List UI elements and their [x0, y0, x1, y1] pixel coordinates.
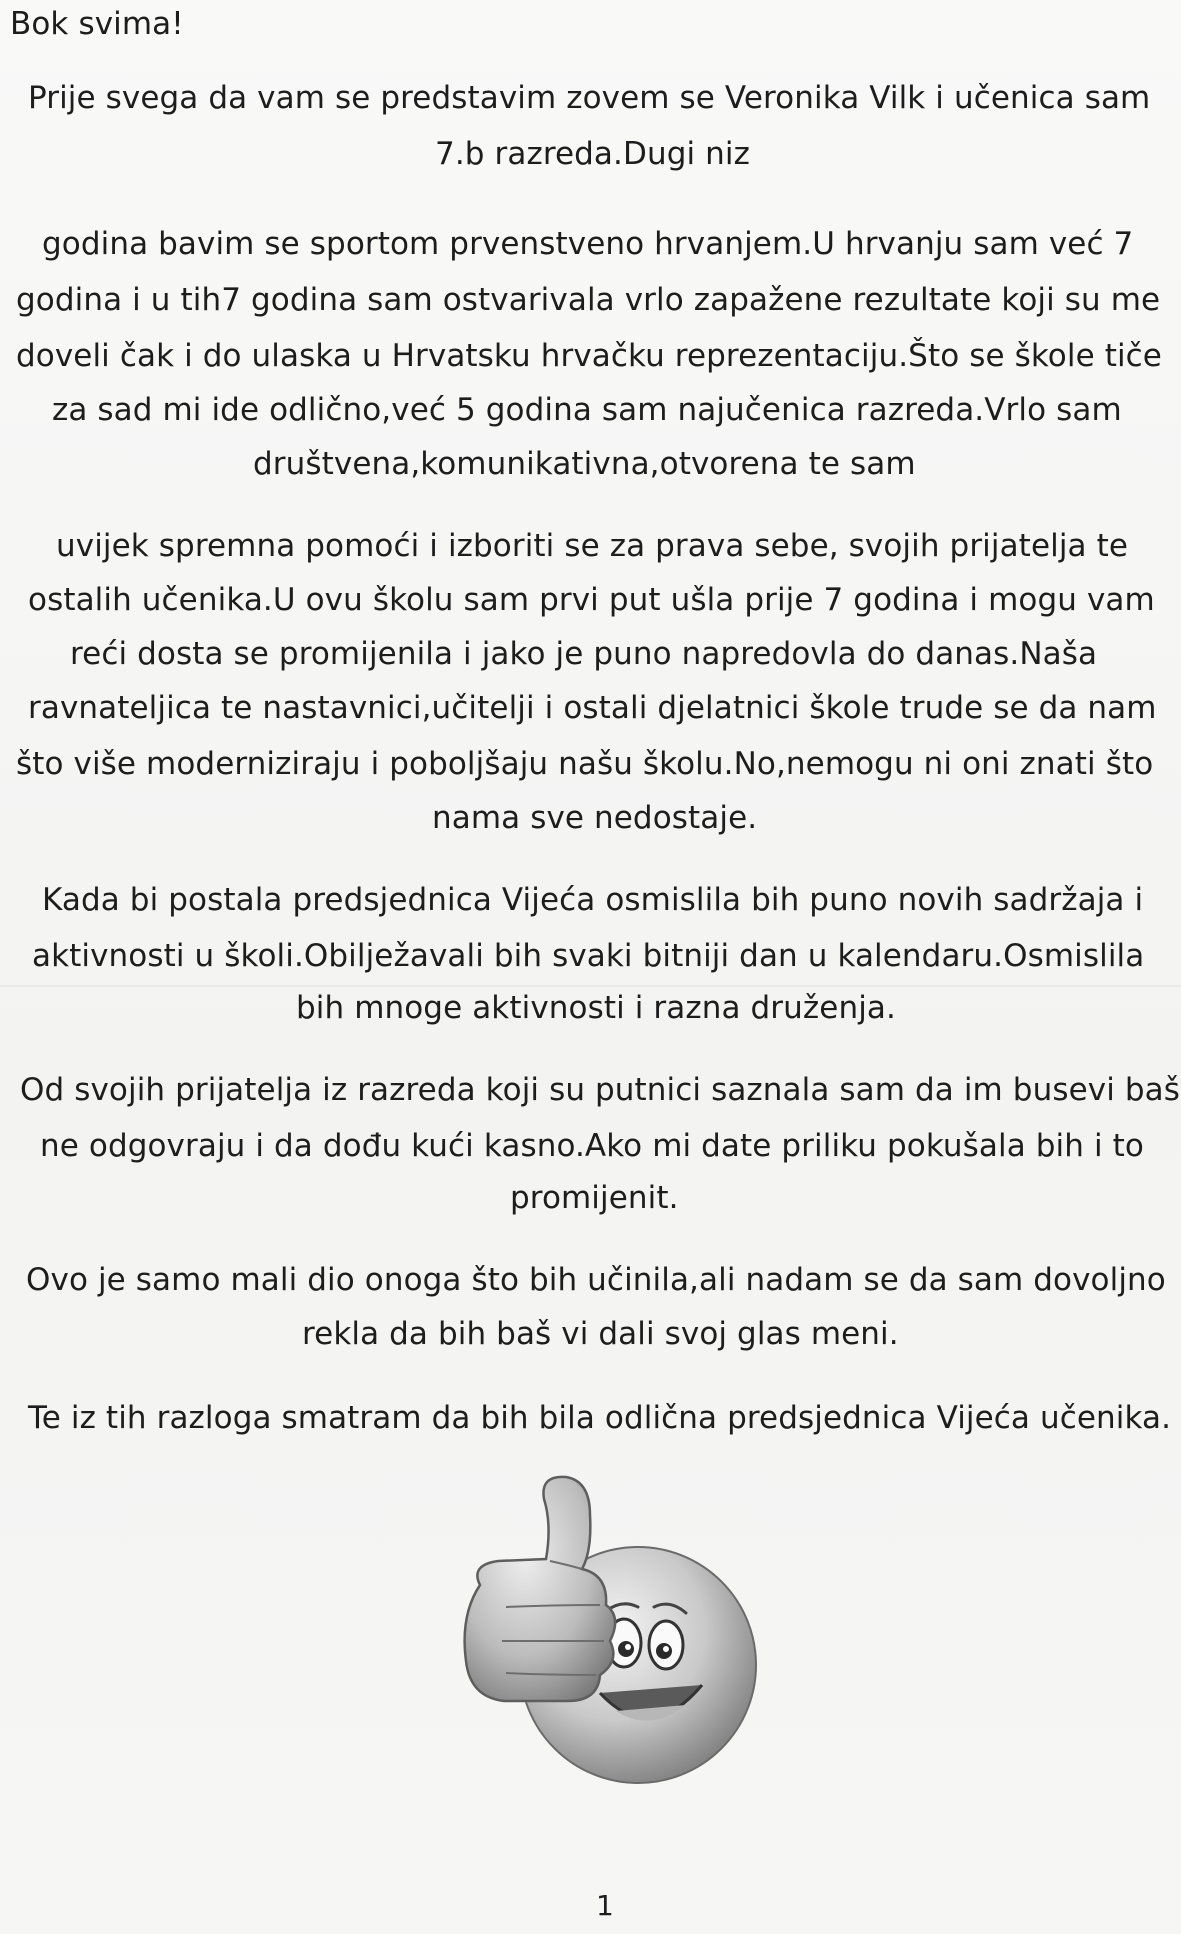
text-line: ne odgovraju i da dođu kući kasno.Ako mi date priliku pokušala bih i to — [40, 1128, 1144, 1164]
text-line: ostalih učenika.U ovu školu sam prvi put ušla prije 7 godina i mogu vam — [28, 582, 1155, 618]
text-line: za sad mi ide odlično,već 5 godina sam najučenica razreda.Vrlo sam — [52, 392, 1122, 428]
text-line: Ovo je samo mali dio onoga što bih učinila,ali nadam se da sam dovoljno — [26, 1262, 1166, 1298]
text-line: Prije svega da vam se predstavim zovem se Veronika Vilk i učenica sam — [28, 80, 1151, 116]
thumbs-up-smiley-icon — [440, 1465, 770, 1795]
text-line: 7.b razreda.Dugi niz — [435, 136, 750, 172]
text-line: promijenit. — [510, 1180, 679, 1216]
text-line: reći dosta se promijenila i jako je puno napredovla do danas.Naša — [70, 636, 1098, 672]
text-line: Te iz tih razloga smatram da bih bila odlična predsjednica Vijeća učenika. — [28, 1400, 1172, 1436]
text-line: nama sve nedostaje. — [432, 800, 758, 836]
page-number: 1 — [596, 1889, 614, 1922]
text-line: Od svojih prijatelja iz razreda koji su putnici saznala sam da im busevi baš — [20, 1072, 1180, 1108]
text-line: godina bavim se sportom prvenstveno hrvanjem.U hrvanju sam već 7 — [42, 226, 1134, 262]
text-line: ravnateljica te nastavnici,učitelji i ostali djelatnici škole trude se da nam — [28, 690, 1157, 726]
text-line: aktivnosti u školi.Obilježavali bih svaki bitniji dan u kalendaru.Osmislila — [32, 938, 1145, 974]
text-line: društvena,komunikativna,otvorena te sam — [253, 446, 916, 482]
text-line: bih mnoge aktivnosti i razna druženja. — [296, 990, 896, 1026]
paper-fold-line — [0, 985, 1181, 987]
greeting: Bok svima! — [10, 6, 184, 42]
text-line: rekla da bih baš vi dali svoj glas meni. — [302, 1316, 899, 1352]
text-line: uvijek spremna pomoći i izboriti se za prava sebe, svojih prijatelja te — [56, 528, 1129, 564]
text-line: doveli čak i do ulaska u Hrvatsku hrvačku reprezentaciju.Što se škole tiče — [16, 338, 1162, 374]
text-line: Kada bi postala predsjednica Vijeća osmislila bih puno novih sadržaja i — [42, 882, 1144, 918]
text-line: što više moderniziraju i poboljšaju našu školu.No,nemogu ni oni znati što — [16, 746, 1154, 782]
text-line: godina i u tih7 godina sam ostvarivala vrlo zapažene rezultate koji su me — [16, 282, 1161, 318]
